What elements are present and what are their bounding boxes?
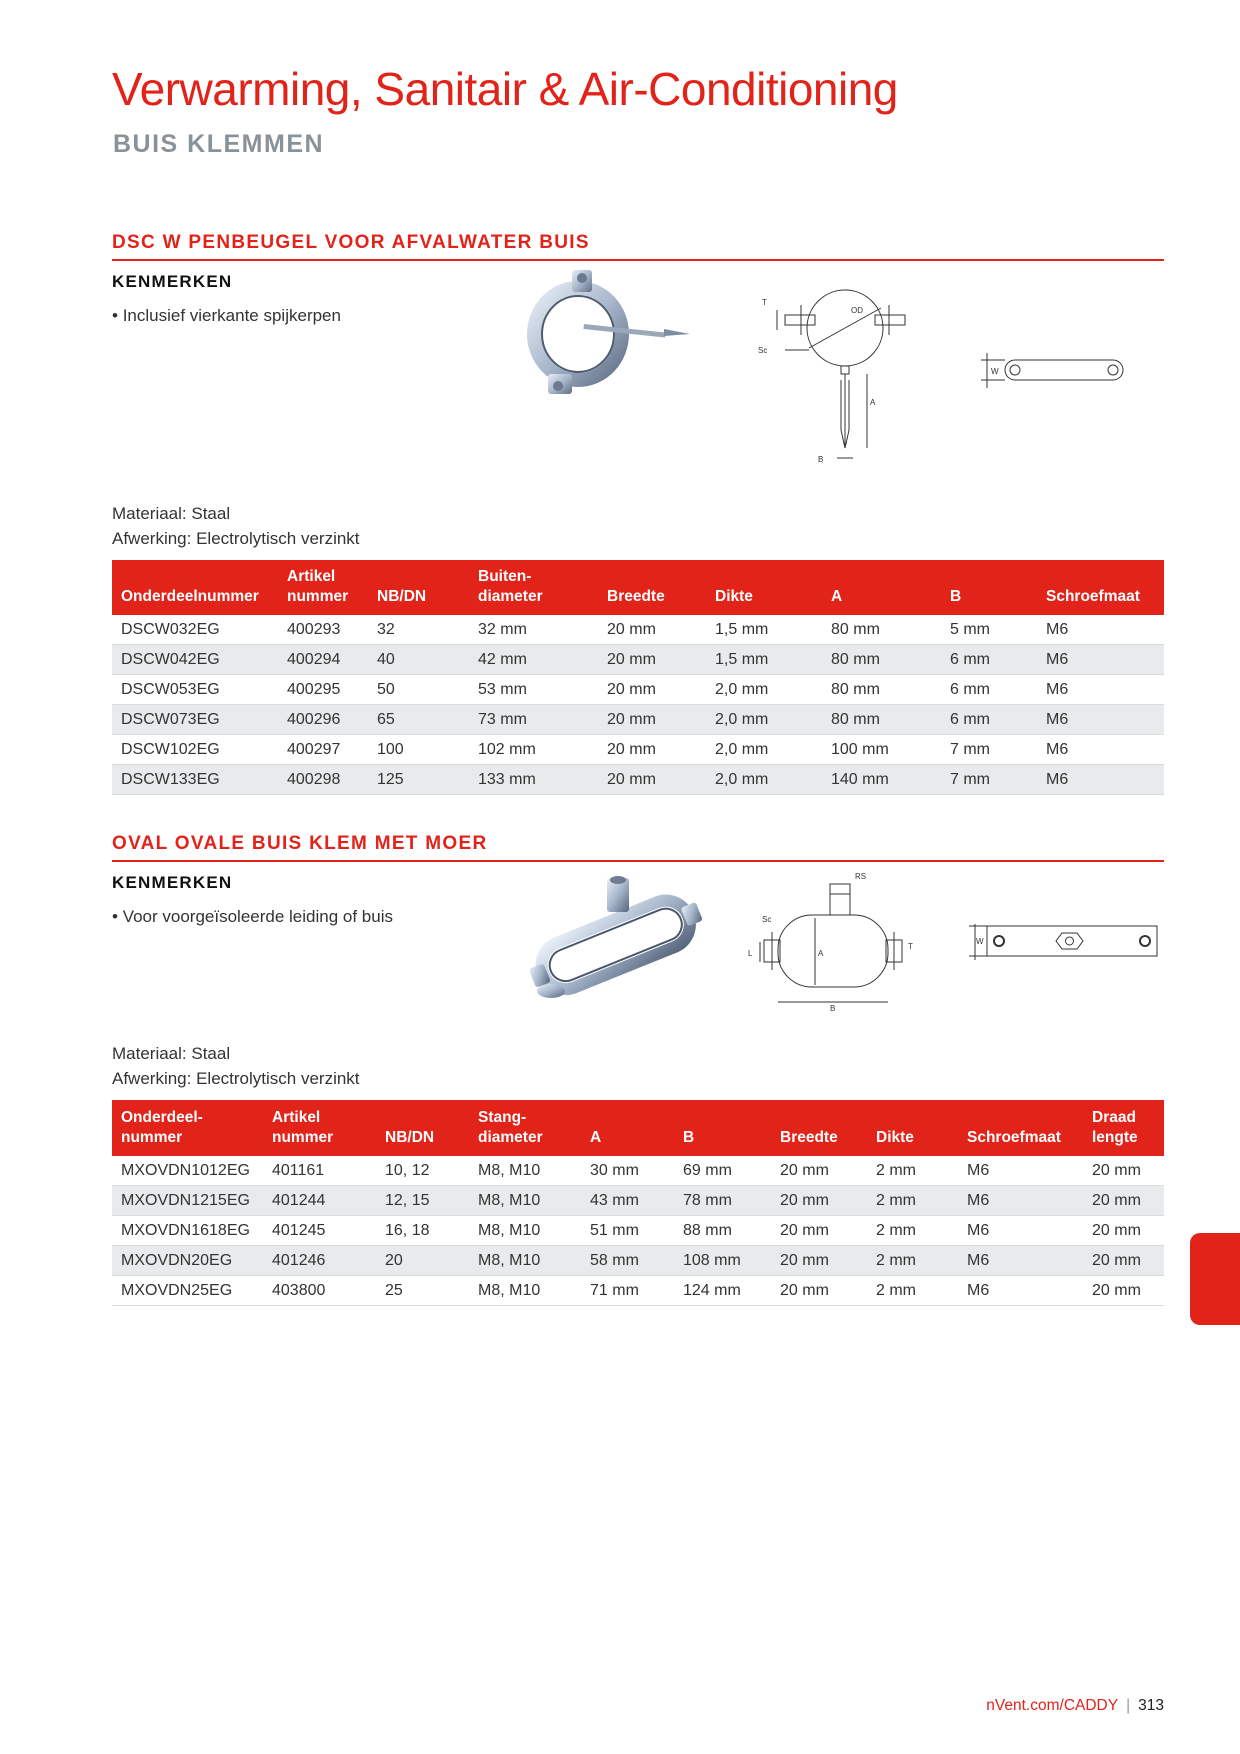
product-image-ring-clamp xyxy=(520,270,700,405)
table-row xyxy=(112,765,1164,795)
table-cell: 20 mm xyxy=(1092,1252,1141,1269)
table-cell: 20 mm xyxy=(607,711,656,728)
table-cell: M6 xyxy=(1046,651,1069,668)
section-title-dscw: DSC W PENBEUGEL VOOR AFVALWATER BUIS xyxy=(112,232,590,253)
table-cell: M8, M10 xyxy=(478,1252,541,1269)
technical-drawing-oval-clamp xyxy=(740,870,940,1012)
table-row xyxy=(112,1246,1164,1276)
table-row xyxy=(112,1216,1164,1246)
table-cell: 20 mm xyxy=(1092,1192,1141,1209)
table-cell: M6 xyxy=(967,1282,990,1299)
technical-drawing-strip-nut xyxy=(965,920,1165,965)
chapter-tab xyxy=(1190,1233,1240,1325)
table-row xyxy=(112,675,1164,705)
table-cell: 6 mm xyxy=(950,651,990,668)
table-cell: 20 mm xyxy=(780,1222,829,1239)
diagram-label-w: W xyxy=(976,937,984,946)
table-cell: 6 mm xyxy=(950,681,990,698)
technical-drawing-ring-clamp xyxy=(755,280,935,468)
table-header xyxy=(112,1100,1164,1156)
footer-link[interactable]: nVent.com/CADDY xyxy=(986,1697,1119,1714)
diagram-label-a: A xyxy=(870,398,876,407)
table-cell: 133 mm xyxy=(478,771,536,788)
diagram-label-b: B xyxy=(830,1004,836,1012)
table-cell: 69 mm xyxy=(683,1162,732,1179)
table-cell: M6 xyxy=(967,1192,990,1209)
column-header: Buiten- diameter xyxy=(478,568,543,605)
table-cell: 20 mm xyxy=(607,651,656,668)
table-cell: 7 mm xyxy=(950,771,990,788)
column-header: Onderdeelnummer xyxy=(121,588,259,605)
table-cell: 125 xyxy=(377,771,404,788)
table-cell: 5 mm xyxy=(950,621,990,638)
table-cell: M6 xyxy=(1046,771,1069,788)
spec-table-dscw xyxy=(112,560,1164,795)
table-cell: 20 mm xyxy=(780,1282,829,1299)
table-cell: 20 mm xyxy=(780,1192,829,1209)
column-header: Breedte xyxy=(780,1129,838,1146)
table-cell: 20 mm xyxy=(780,1162,829,1179)
table-cell: DSCW032EG xyxy=(121,621,220,638)
product-image-oval-clamp xyxy=(525,873,705,1003)
table-body xyxy=(112,1156,1164,1306)
diagram-label-t: T xyxy=(762,298,767,307)
table-cell: 100 xyxy=(377,741,404,758)
diagram-label-sc: Sc xyxy=(762,915,772,924)
table-cell: 58 mm xyxy=(590,1252,639,1269)
table-cell: 2,0 mm xyxy=(715,681,769,698)
feature-text: Voor voorgeïsoleerde leiding of buis xyxy=(122,907,393,926)
table-cell: 100 mm xyxy=(831,741,889,758)
table-cell: M6 xyxy=(967,1222,990,1239)
column-header: NB/DN xyxy=(385,1129,435,1146)
column-header: Dikte xyxy=(876,1129,914,1146)
table-cell: MXOVDN1215EG xyxy=(121,1192,250,1209)
column-header: A xyxy=(590,1129,602,1146)
column-header: Breedte xyxy=(607,588,665,605)
diagram-label-rs: RS xyxy=(855,872,867,881)
table-cell: 20 mm xyxy=(607,771,656,788)
table-row xyxy=(112,705,1164,735)
table-cell: 401161 xyxy=(272,1162,325,1179)
table-cell: 2 mm xyxy=(876,1162,916,1179)
table-cell: 401246 xyxy=(272,1252,326,1269)
feature-item: • Voor voorgeïsoleerde leiding of buis xyxy=(112,907,393,926)
table-cell: M8, M10 xyxy=(478,1222,541,1239)
table-cell: 20 mm xyxy=(1092,1162,1141,1179)
table-cell: 43 mm xyxy=(590,1192,639,1209)
column-header: Dikte xyxy=(715,588,753,605)
table-cell: 10, 12 xyxy=(385,1162,430,1179)
table-cell: 20 mm xyxy=(1092,1222,1141,1239)
page-title: Verwarming, Sanitair & Air-Conditioning xyxy=(112,63,898,115)
table-cell: 124 mm xyxy=(683,1282,741,1299)
table-row xyxy=(112,645,1164,675)
table-cell: 80 mm xyxy=(831,711,880,728)
table-cell: M6 xyxy=(1046,741,1069,758)
table-cell: 32 mm xyxy=(478,621,527,638)
table-row xyxy=(112,615,1164,645)
spec-table-oval xyxy=(112,1100,1164,1306)
diagram-label-b: B xyxy=(818,455,824,464)
table-cell: 102 mm xyxy=(478,741,536,758)
table-cell: 16, 18 xyxy=(385,1222,430,1239)
table-cell: 2 mm xyxy=(876,1252,916,1269)
column-header: Artikel nummer xyxy=(272,1109,334,1146)
table-body xyxy=(112,615,1164,795)
table-cell: 20 mm xyxy=(780,1252,829,1269)
table-cell: 73 mm xyxy=(478,711,527,728)
column-header: Schroefmaat xyxy=(967,1129,1061,1146)
feature-item: • Inclusief vierkante spijkerpen xyxy=(112,306,341,325)
table-row xyxy=(112,1156,1164,1186)
table-cell: 400294 xyxy=(287,651,341,668)
table-cell: 25 xyxy=(385,1282,403,1299)
table-cell: DSCW053EG xyxy=(121,681,220,698)
table-cell: 42 mm xyxy=(478,651,527,668)
table-cell: M6 xyxy=(967,1162,990,1179)
table-cell: 2,0 mm xyxy=(715,711,769,728)
column-header: Schroefmaat xyxy=(1046,588,1140,605)
material-info xyxy=(112,501,360,551)
finish-text: Afwerking: Electrolytisch verzinkt xyxy=(112,529,360,548)
table-cell: 20 mm xyxy=(607,621,656,638)
table-cell: 53 mm xyxy=(478,681,527,698)
table-cell: 20 mm xyxy=(1092,1282,1141,1299)
material-text: Materiaal: Staal xyxy=(112,1044,231,1063)
table-cell: 71 mm xyxy=(590,1282,639,1299)
table-cell: M6 xyxy=(1046,681,1069,698)
finish-text: Afwerking: Electrolytisch verzinkt xyxy=(112,1069,360,1088)
table-cell: 108 mm xyxy=(683,1252,741,1269)
table-cell: 400297 xyxy=(287,741,341,758)
diagram-label-w: W xyxy=(991,367,999,376)
diagram-label-a: A xyxy=(818,949,824,958)
table-cell: 400295 xyxy=(287,681,341,698)
table-cell: 2,0 mm xyxy=(715,771,769,788)
table-cell: M6 xyxy=(1046,621,1069,638)
table-cell: 140 mm xyxy=(831,771,889,788)
page-subtitle: BUIS KLEMMEN xyxy=(113,130,325,158)
table-cell: 80 mm xyxy=(831,651,880,668)
column-header: Stang- diameter xyxy=(478,1109,543,1146)
table-cell: MXOVDN1012EG xyxy=(121,1162,250,1179)
table-cell: MXOVDN20EG xyxy=(121,1252,233,1269)
column-header: B xyxy=(950,588,962,605)
table-cell: 1,5 mm xyxy=(715,621,769,638)
table-cell: DSCW102EG xyxy=(121,741,220,758)
material-info xyxy=(112,1041,360,1091)
table-cell: 2,0 mm xyxy=(715,741,769,758)
section-divider xyxy=(112,259,1164,261)
features-heading: KENMERKEN xyxy=(112,873,233,892)
table-cell: DSCW042EG xyxy=(121,651,220,668)
feature-text: Inclusief vierkante spijkerpen xyxy=(122,306,341,325)
table-cell: 88 mm xyxy=(683,1222,732,1239)
table-cell: 401244 xyxy=(272,1192,326,1209)
table-cell: 7 mm xyxy=(950,741,990,758)
material-text: Materiaal: Staal xyxy=(112,504,231,523)
table-header xyxy=(112,560,1164,615)
table-cell: 2 mm xyxy=(876,1282,916,1299)
diagram-label-od: OD xyxy=(851,306,863,315)
table-cell: 6 mm xyxy=(950,711,990,728)
table-cell: M8, M10 xyxy=(478,1282,541,1299)
section-title-oval: OVAL OVALE BUIS KLEM MET MOER xyxy=(112,833,488,854)
table-cell: MXOVDN1618EG xyxy=(121,1222,250,1239)
table-cell: M8, M10 xyxy=(478,1192,541,1209)
table-cell: 12, 15 xyxy=(385,1192,430,1209)
column-header: Draad lengte xyxy=(1092,1109,1138,1146)
table-row xyxy=(112,735,1164,765)
table-cell: M6 xyxy=(967,1252,990,1269)
table-cell: 400293 xyxy=(287,621,341,638)
table-cell: 78 mm xyxy=(683,1192,732,1209)
technical-drawing-strip xyxy=(975,348,1135,398)
column-header: B xyxy=(683,1129,695,1146)
table-cell: 50 xyxy=(377,681,395,698)
column-header: Onderdeel- nummer xyxy=(121,1109,203,1146)
table-cell: DSCW073EG xyxy=(121,711,220,728)
table-cell: 2 mm xyxy=(876,1222,916,1239)
table-cell: 20 mm xyxy=(607,681,656,698)
table-cell: 30 mm xyxy=(590,1162,639,1179)
diagram-label-t: T xyxy=(908,942,913,951)
table-cell: 20 xyxy=(385,1252,403,1269)
diagram-label-sc: Sc xyxy=(758,346,768,355)
table-cell: 400298 xyxy=(287,771,341,788)
table-cell: DSCW133EG xyxy=(121,771,220,788)
features-heading: KENMERKEN xyxy=(112,272,233,291)
column-header: Artikel nummer xyxy=(287,568,349,605)
table-cell: 400296 xyxy=(287,711,341,728)
column-header: NB/DN xyxy=(377,588,427,605)
section-divider xyxy=(112,860,1164,862)
table-cell: 40 xyxy=(377,651,395,668)
column-header: A xyxy=(831,588,843,605)
table-cell: 20 mm xyxy=(607,741,656,758)
table-cell: 80 mm xyxy=(831,621,880,638)
table-cell: M8, M10 xyxy=(478,1162,541,1179)
table-cell: 401245 xyxy=(272,1222,326,1239)
table-cell: 403800 xyxy=(272,1282,326,1299)
footer-separator: | xyxy=(1126,1697,1131,1714)
table-cell: 2 mm xyxy=(876,1192,916,1209)
page-number: 313 xyxy=(1138,1697,1164,1714)
table-row xyxy=(112,1276,1164,1306)
table-row xyxy=(112,1186,1164,1216)
table-cell: 80 mm xyxy=(831,681,880,698)
table-cell: MXOVDN25EG xyxy=(121,1282,233,1299)
diagram-label-l: L xyxy=(748,949,753,958)
table-cell: 1,5 mm xyxy=(715,651,769,668)
table-cell: 65 xyxy=(377,711,395,728)
table-cell: 51 mm xyxy=(590,1222,639,1239)
table-cell: 32 xyxy=(377,621,395,638)
table-cell: M6 xyxy=(1046,711,1069,728)
page-footer xyxy=(986,1697,1164,1715)
